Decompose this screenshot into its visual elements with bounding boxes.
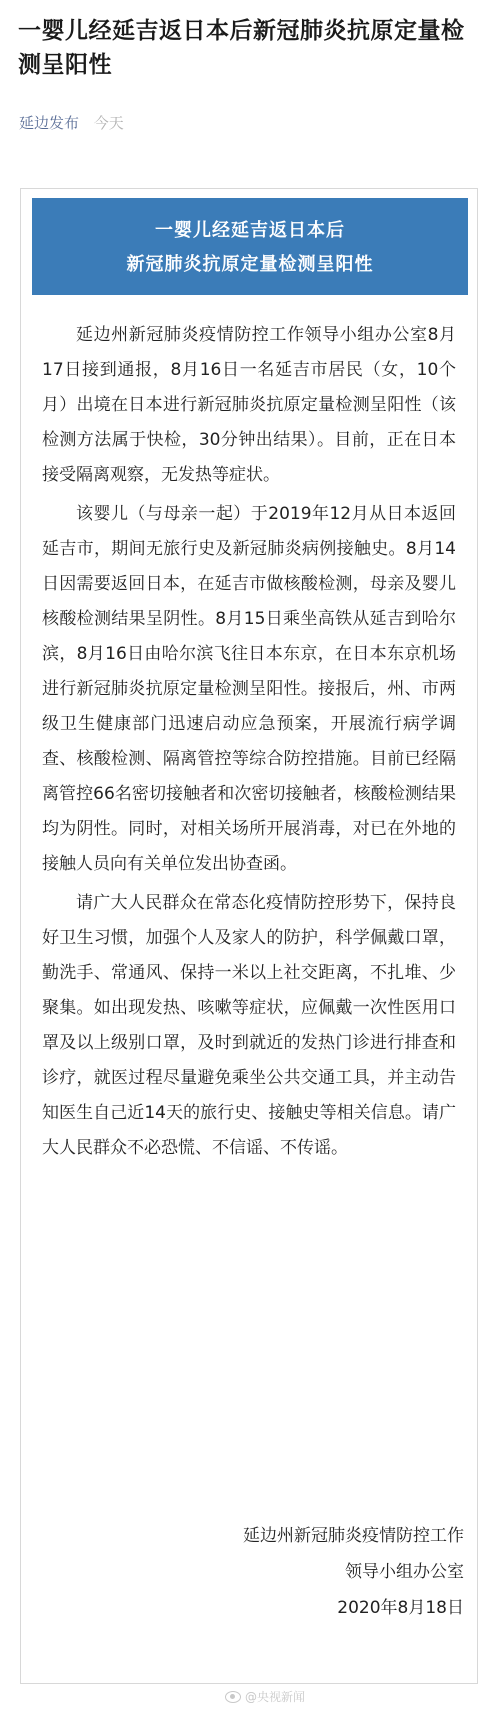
- body-paragraph: 该婴儿（与母亲一起）于2019年12月从日本返回延吉市，期间无旅行史及新冠肺炎病例接触史。8月14日因需要返回日本，在延吉市做核酸检测，母亲及婴儿核酸检测结果呈阴性。8月15日乘坐高铁从延吉到哈尔滨，8月16日由哈尔滨飞往日本东京，在日本东京机场进行新冠肺炎抗原定量检测呈阳性。接报后，州、市两级卫生健康部门迅速启动应急预案，开展流行病学调查、核酸检测、隔离管控等综合防控措施。目前已经隔离管控66名密切接触者和次密切接触者，核酸检测结果均为阴性。同时，对相关场所开展消毒，对已在外地的接触人员向有关单位发出协查函。: [42, 504, 456, 874]
- signature-org-line-1: 延边州新冠肺炎疫情防控工作: [243, 1526, 464, 1546]
- signature-org-line-2: 领导小组办公室: [345, 1562, 464, 1582]
- body-paragraph: 请广大人民群众在常态化疫情防控形势下，保持良好卫生习惯，加强个人及家人的防护，科学佩戴口罩，勤洗手、常通风、保持一米以上社交距离，不扎堆、少聚集。如出现发热、咳嗽等症状，应佩戴一次性医用口罩及以上级别口罩，及时到就近的发热门诊进行排查和诊疗，就医过程尽量避免乘坐公共交通工具，并主动告知医生自己近14天的旅行史、接触史等相关信息。请广大人民群众不必恐慌、不信谣、不传谣。: [42, 893, 456, 1158]
- article-title: 一婴儿经延吉返日本后新冠肺炎抗原定量检测呈阳性: [18, 18, 465, 78]
- article-body: [42, 318, 456, 1170]
- banner-title-line-1: 一婴儿经延吉返日本后: [155, 220, 345, 241]
- body-paragraph: 延边州新冠肺炎疫情防控工作领导小组办公室8月17日接到通报，8月16日一名延吉市居民（女，10个月）出境在日本进行新冠肺炎抗原定量检测呈阳性（该检测方法属于快检，30分钟出结果）。目前，正在日本接受隔离观察，无发热等症状。: [42, 325, 456, 485]
- publish-time: 今天: [93, 114, 124, 132]
- watermark: [225, 1688, 305, 1705]
- signature-date: 2020年8月18日: [337, 1598, 464, 1618]
- eye-icon: [225, 1691, 241, 1703]
- account-name-link[interactable]: 延边发布: [19, 114, 80, 132]
- banner-title-line-2: 新冠肺炎抗原定量检测呈阳性: [126, 254, 374, 275]
- notice-banner: [32, 198, 468, 295]
- watermark-text: @央视新闻: [245, 1690, 306, 1704]
- article-meta: [19, 113, 124, 133]
- signature-block: [243, 1518, 464, 1626]
